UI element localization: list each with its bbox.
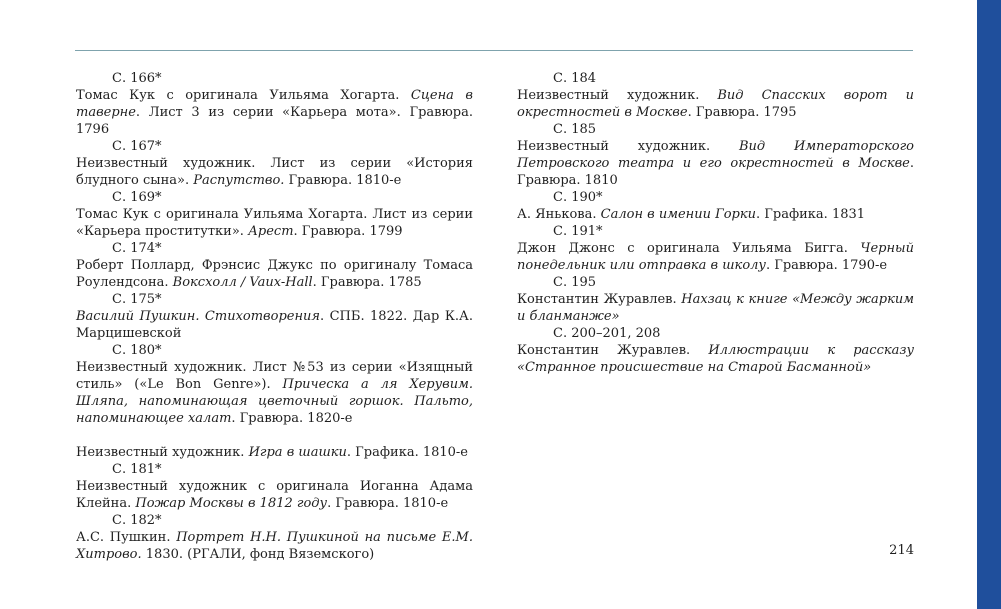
caption-text-segment: Роберт Поллард, Фрэнсис Джукс по оригиналу Томаса Роулендсона. (76, 258, 473, 290)
caption-entry (517, 223, 914, 274)
caption-title-italic: Арест (248, 224, 294, 239)
caption-title-italic: Нахзац к книге «Между жарким и бланманже» (517, 292, 914, 324)
page-reference: С. 182* (112, 513, 162, 528)
page-reference: С. 180* (112, 343, 162, 358)
caption-title-italic: Воксхолл / Vaux-Hall (172, 275, 313, 290)
caption-entry (517, 121, 914, 189)
caption-text (517, 87, 914, 121)
caption-text (76, 87, 473, 138)
caption-entry (76, 427, 473, 461)
caption-text-segment: . Гравюра. 1785 (312, 275, 422, 290)
caption-title-italic: Прическа а ля Херувим. Шляпа, напоминающая цветочный горшок. Пальто, напоминающее халат (76, 377, 473, 426)
caption-text-segment: . Гравюра. 1820-е (231, 411, 353, 426)
caption-text (76, 257, 473, 291)
caption-text (517, 138, 914, 189)
caption-text (517, 240, 914, 274)
page-reference: С. 167* (112, 139, 162, 154)
caption-entry (76, 291, 473, 342)
caption-title-italic: Портрет Н.Н. Пушкиной на письме Е.М. Хитрово. (76, 530, 473, 562)
caption-title-italic: Вид Спасских ворот и окрестностей в Москве (517, 88, 914, 120)
caption-text-segment: Томас Кук с оригинала Уильяма Хогарта. Лист из серии «Карьера проститутки». (76, 207, 473, 239)
page-reference: С. 195 (553, 275, 597, 290)
caption-text-segment: А. Янькова. (517, 207, 601, 222)
caption-text-segment: . Гравюра. 1810 (517, 156, 914, 188)
caption-entry (517, 189, 914, 223)
page-reference (76, 427, 473, 444)
page-reference: С. 166* (112, 71, 162, 86)
page-reference: С. 174* (112, 241, 162, 256)
edge-color-stripe (977, 0, 1001, 609)
caption-text-segment: . СПБ. 1822. Дар К.А. Марцишевской (76, 309, 473, 341)
right-column (517, 70, 914, 376)
caption-entry (76, 138, 473, 189)
caption-text-segment: 1830. (РГАЛИ, фонд Вяземского) (141, 547, 375, 562)
caption-text (517, 342, 914, 376)
page-reference: С. 175* (112, 292, 162, 307)
caption-title-italic: Вид Императорского Петровского театра и его окрестностей в Москве (517, 139, 914, 171)
caption-entry (76, 512, 473, 563)
caption-text (517, 206, 914, 223)
page-reference: С. 185 (553, 122, 597, 137)
caption-text-segment: Неизвестный художник с оригинала Иоганна Адама Клейна. (76, 479, 473, 511)
caption-title-italic: Василий Пушкин. Стихотворения (76, 309, 321, 324)
caption-title-italic: Салон в имении Горки (600, 207, 757, 222)
caption-title-italic: Черный понедельник или отправка в школу (517, 241, 914, 273)
caption-title-italic: Иллюстрации к рассказу «Странное происшествие на Старой Басманной» (517, 343, 915, 375)
caption-text-segment: А.С. Пушкин. (76, 530, 177, 545)
caption-entry (517, 274, 914, 325)
caption-title-italic: Сцена в таверне (76, 88, 473, 120)
caption-text (517, 291, 914, 325)
caption-text-segment: Джон Джонс с оригинала Уильяма Бигга. (517, 241, 861, 256)
caption-text (76, 529, 473, 563)
caption-text-segment: . Лист 3 из серии «Карьера мота». Гравюра. 1796 (76, 105, 473, 137)
page-reference: С. 200–201, 208 (553, 326, 661, 341)
caption-text-segment: Гравюра. 1810-е (284, 173, 402, 188)
caption-text (76, 359, 473, 427)
caption-text (76, 444, 473, 461)
caption-text-segment: Константин Журавлев. (517, 343, 709, 358)
caption-text (76, 478, 473, 512)
page-reference: С. 181* (112, 462, 162, 477)
caption-title-italic: Пожар Москвы в 1812 году (135, 496, 328, 511)
caption-title-italic: Игра в шашки (248, 445, 347, 460)
caption-text-segment: Неизвестный художник. (517, 88, 718, 103)
caption-text-segment: Неизвестный художник. (517, 139, 739, 154)
caption-entry (76, 461, 473, 512)
caption-text-segment: . Гравюра. 1790-е (765, 258, 888, 273)
caption-text-segment: . Гравюра. 1795 (687, 105, 797, 120)
caption-text-segment: Неизвестный художник. (76, 445, 249, 460)
caption-entry (517, 325, 914, 376)
header-rule (75, 50, 913, 51)
caption-text-segment: Неизвестный художник. Лист из серии «История блудного сына». (76, 156, 473, 188)
caption-text-segment: . Графика. 1810-е (346, 445, 469, 460)
page-reference: С. 191* (553, 224, 603, 239)
caption-text-segment: Константин Журавлев. (517, 292, 682, 307)
caption-text-segment: Неизвестный художник. Лист №53 из серии «Изящный стиль» («Le Bon Genre»). (76, 360, 473, 392)
caption-entry (76, 342, 473, 427)
caption-entry (76, 189, 473, 240)
caption-entry (517, 70, 914, 121)
caption-text (76, 155, 473, 189)
caption-text-segment: . Гравюра. 1810-е (327, 496, 449, 511)
caption-text-segment: . Графика. 1831 (756, 207, 866, 222)
caption-entry (76, 240, 473, 291)
page-number: 214 (889, 543, 914, 558)
caption-text (76, 308, 473, 342)
caption-text (76, 206, 473, 240)
caption-text-segment: Томас Кук с оригинала Уильяма Хогарта. (76, 88, 411, 103)
page-reference: С. 190* (553, 190, 603, 205)
page-reference: С. 169* (112, 190, 162, 205)
page-reference: С. 184 (553, 71, 597, 86)
caption-text-segment: . Гравюра. 1799 (293, 224, 403, 239)
caption-title-italic: Распутство. (193, 173, 285, 188)
caption-entry (76, 70, 473, 138)
left-column (76, 70, 473, 563)
